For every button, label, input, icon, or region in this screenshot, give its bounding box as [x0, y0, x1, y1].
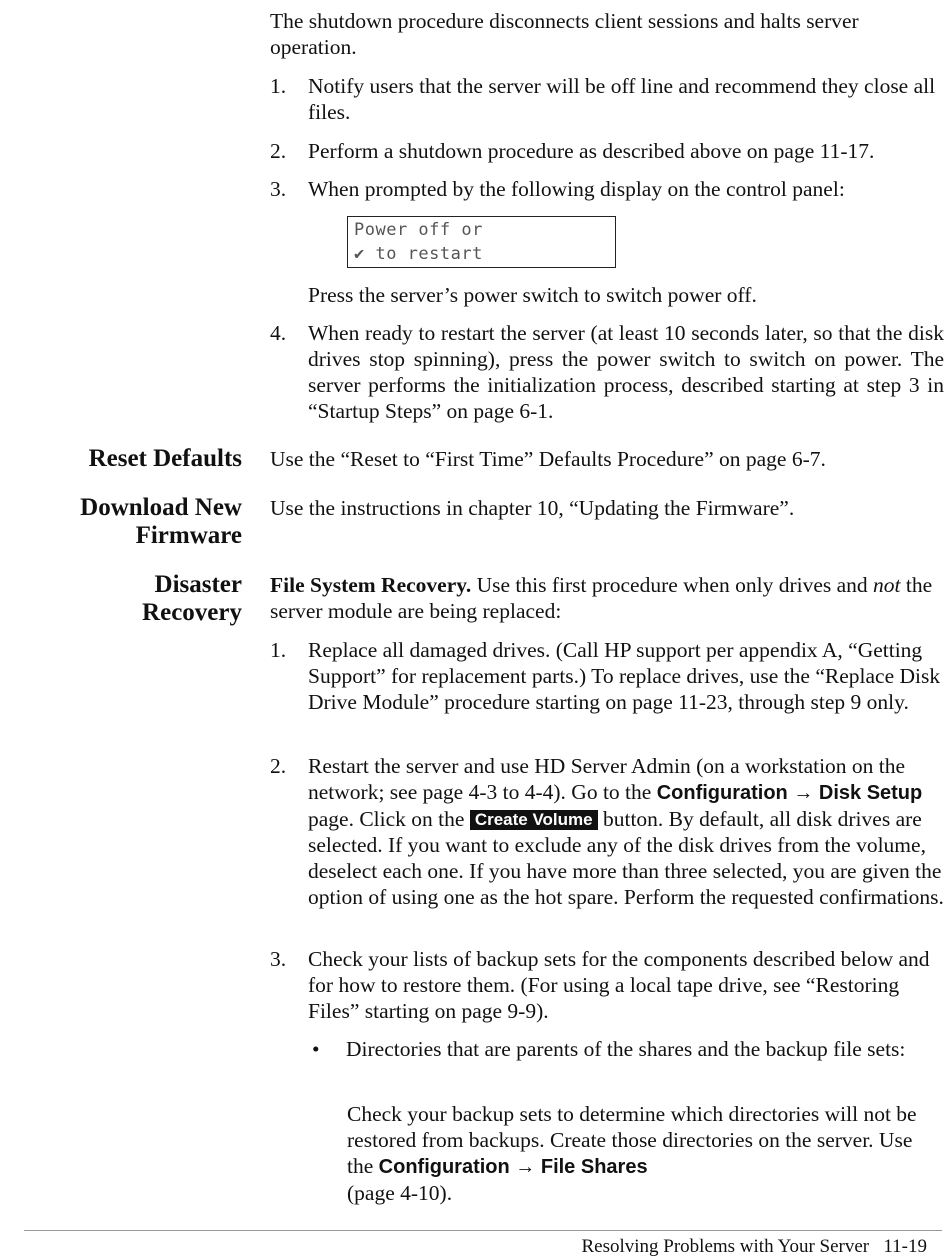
recovery-step-3 [270, 946, 942, 1026]
step-text [308, 753, 944, 910]
lead-text: Use this first procedure when only drives and [471, 573, 874, 597]
shutdown-step-2 [270, 138, 942, 165]
bullet-icon: • [312, 1037, 320, 1061]
ui-path-disk-setup: Configuration → Disk Setup [656, 782, 923, 804]
step-number: 1. [270, 74, 287, 98]
step-text-part: Restart the server and use HD Server Admin (on a workstation on the network; see page 4-3 to 4-4). Go to the [308, 754, 906, 804]
shutdown-step-3 [270, 176, 942, 203]
detail-text: (page 4-10). [347, 1181, 453, 1205]
download-firmware-text: Use the instructions in chapter 10, “Updating the Firmware”. [270, 496, 795, 520]
reset-defaults-text: Use the “Reset to “First Time” Defaults Procedure” on page 6-7. [270, 447, 826, 471]
footer-chapter: Resolving Problems with Your Server [581, 1236, 870, 1257]
section-heading-disaster-recovery [142, 571, 242, 627]
lead-italic: not [873, 573, 901, 597]
step-text: Perform a shutdown procedure as described above on page 11-17. [308, 139, 875, 163]
intro-paragraph: The shutdown procedure disconnects client sessions and halts server operation. [270, 9, 859, 59]
heading-line: Download New [80, 494, 242, 521]
step-number: 3. [270, 177, 287, 201]
step-text-part: button. By default, all disk drives are selected. If you want to exclude any of the disk drives from the volume, deselect each one. If you have more than three selected, you are given the option of using one as the hot spare. Perform the requested confirmations. [308, 807, 944, 909]
footer-page-number: 11-19 [883, 1236, 927, 1257]
detail-text: Check your backup sets to determine which directories will not be restored from backups. Create those directories on the server. Use the [347, 1102, 917, 1178]
lead-text: the server module are being replaced: [270, 573, 933, 623]
bullet-detail [347, 1101, 942, 1206]
step-text: Check your lists of backup sets for the components described below and for how to restore them. (For using a local tape drive, see “Restoring Files” starting on page 9-9). [308, 947, 930, 1023]
section-heading-download-firmware [80, 494, 242, 550]
heading-line: Disaster [154, 571, 242, 598]
section-heading-reset-defaults: Reset Defaults [88, 445, 242, 472]
ui-path-file-shares: Configuration → File Shares [378, 1156, 648, 1178]
step-text: When prompted by the following display on the control panel: [308, 177, 845, 201]
control-panel-display [347, 216, 616, 268]
heading-line: Recovery [142, 599, 242, 626]
footer-rule [24, 1230, 942, 1231]
bullet-item [308, 1036, 942, 1090]
step-number: 2. [270, 754, 287, 778]
step-text: When ready to restart the server (at least 10 seconds later, so that the disk drives stop spinning), press the power switch to switch on power. The server performs the initialization process, described starting at step 3 in “Startup Steps” on page 6-1. [308, 321, 944, 423]
recovery-step-1 [270, 637, 942, 742]
step-3-followup: Press the server’s power switch to switch power off. [308, 283, 757, 307]
shutdown-step-4 [270, 320, 942, 425]
display-line-1: Power off or [354, 220, 483, 240]
step-number: 4. [270, 321, 287, 345]
heading-line: Firmware [135, 522, 242, 549]
step-number: 1. [270, 638, 287, 662]
step-text: Notify users that the server will be off line and recommend they close all files. [308, 74, 936, 124]
display-line-2: ✔ to restart [354, 244, 483, 264]
bullet-text: Directories that are parents of the shares and the backup file sets: [346, 1037, 906, 1061]
step-text-part: page. Click on the [308, 807, 470, 831]
disaster-recovery-lead [270, 572, 942, 624]
shutdown-step-1 [270, 73, 942, 127]
step-text: Replace all damaged drives. (Call HP support per appendix A, “Getting Support” for replacement parts.) To replace drives, use the “Replace Disk Drive Module” procedure starting on page 11-23, through step 9 only. [308, 638, 941, 714]
step-number: 2. [270, 139, 287, 163]
recovery-step-2 [270, 753, 942, 933]
lead-bold: File System Recovery. [270, 573, 472, 597]
page-footer [581, 1236, 927, 1258]
create-volume-button: Create Volume [470, 810, 598, 830]
step-number: 3. [270, 947, 287, 971]
